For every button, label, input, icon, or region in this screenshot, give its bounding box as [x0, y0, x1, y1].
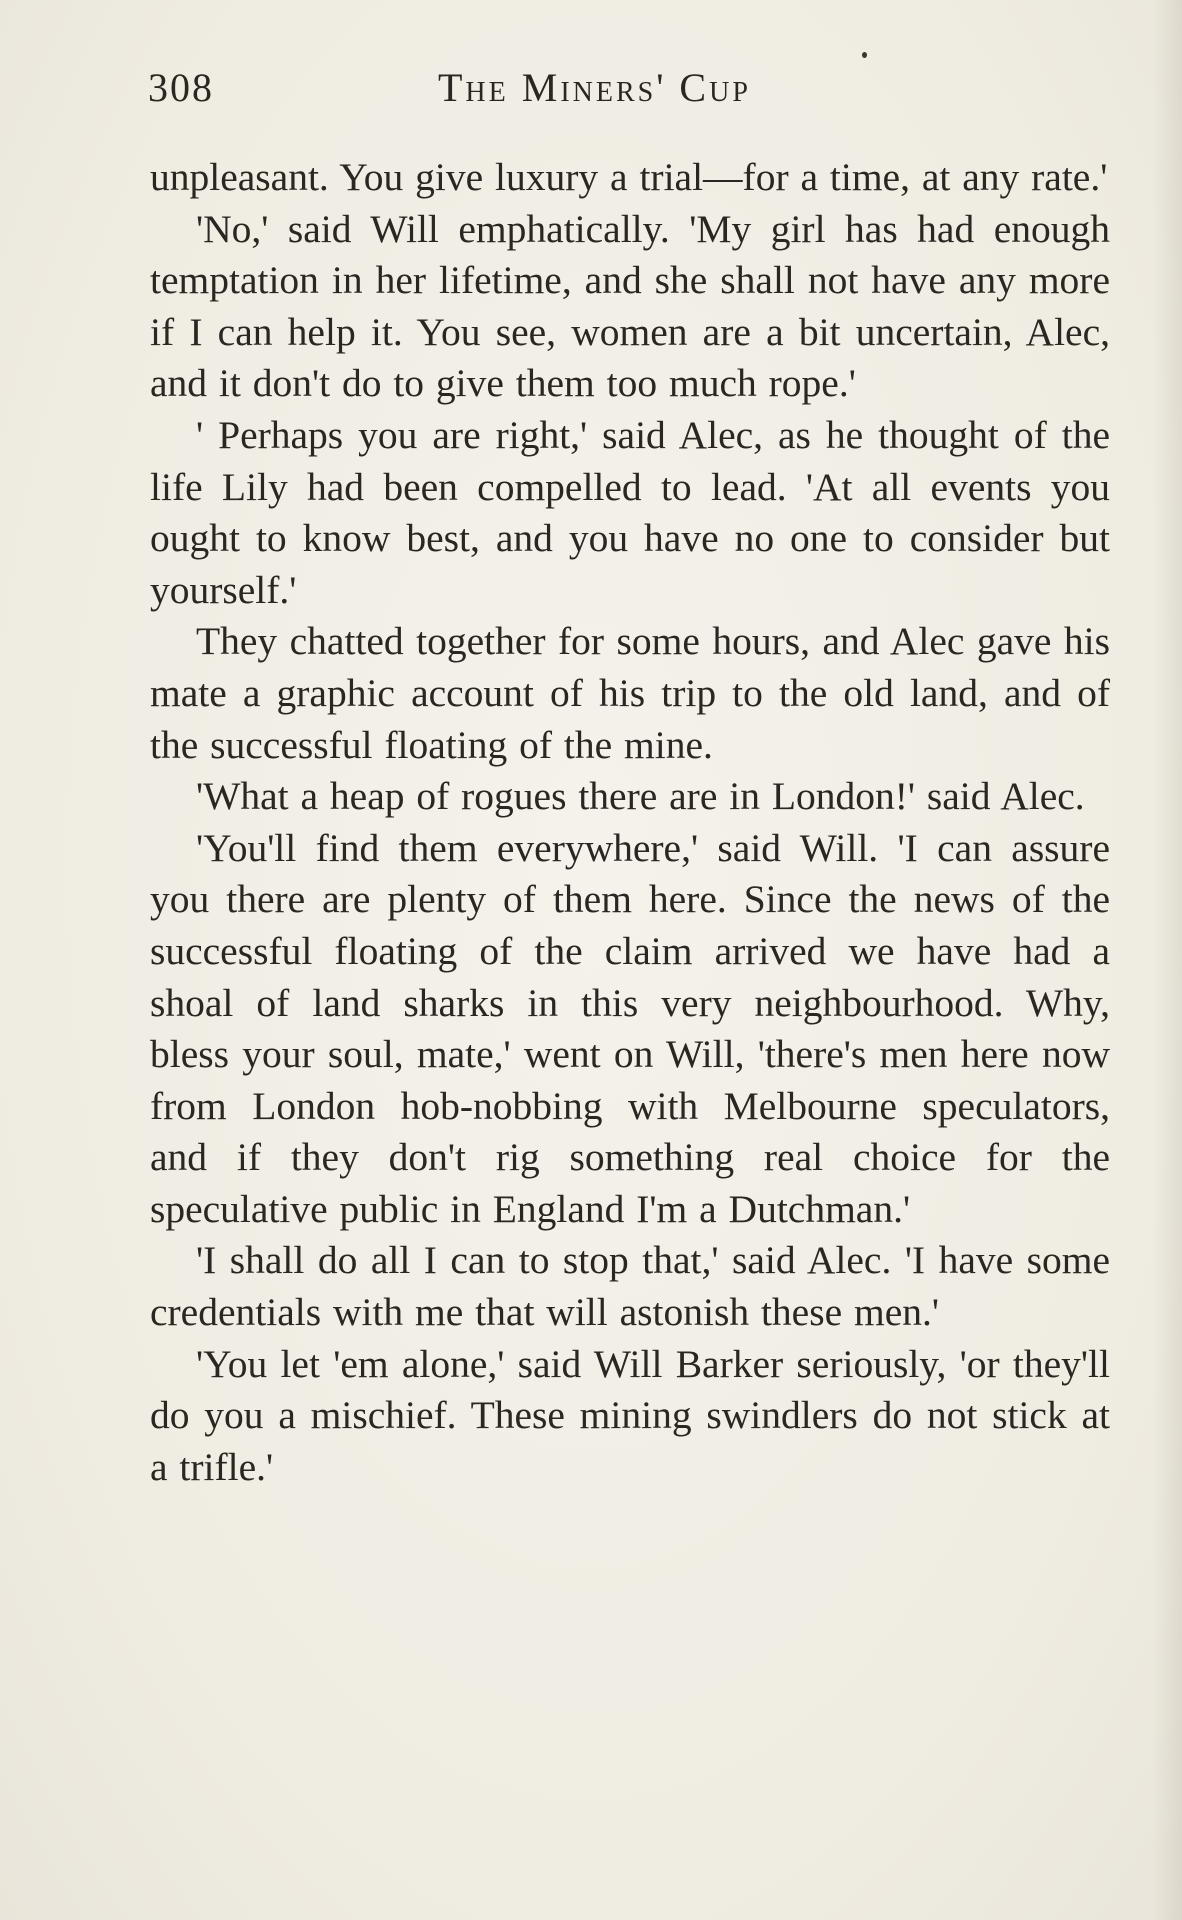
paragraph: 'No,' said Will emphatically. 'My girl has had enough temptation in her lifetime, and she shall not have any more if I can help it. You see, women are a bit uncertain, Alec, and it don't do to give them too much rope.'	[150, 206, 1110, 406]
paragraph: 'You let 'em alone,' said Will Barker seriously, 'or they'll do you a mischief. These mining swindlers do not stick at a trifle.'	[150, 1341, 1110, 1489]
paragraph: unpleasant. You give luxury a trial—for a time, at any rate.'	[150, 155, 1108, 199]
body-text	[150, 152, 1110, 1493]
paragraph: ' Perhaps you are right,' said Alec, as he thought of the life Lily had been compelled to lead. 'At all events you ought to know best, and you have no one to consider but yourself.'	[150, 412, 1110, 612]
paragraph: 'What a heap of rogues there are in London!' said Alec.	[196, 774, 1085, 819]
running-title: The Miners' Cup	[438, 65, 751, 110]
paragraph: 'You'll find them everywhere,' said Will. 'I can assure you there are plenty of them here. Since the news of the successful floating of the claim arrived we have had a shoal of land sharks in this very neighbourhood. Why, bless your soul, mate,' went on Will, 'there's men here now from London hob-nobbing with Melbourne speculators, and if they don't rig something real choice for the speculative public in England I'm a Dutchman.'	[150, 825, 1110, 1231]
page-edge-shadow	[1152, 0, 1182, 1920]
paragraph: 'I shall do all I can to stop that,' said Alec. 'I have some credentials with me that will astonish these men.'	[150, 1238, 1110, 1335]
running-head	[148, 64, 1110, 124]
page-number: 308	[148, 65, 214, 110]
paragraph: They chatted together for some hours, and Alec gave his mate a graphic account of his trip to the old land, and of the successful floating of the mine.	[150, 619, 1110, 767]
ink-speck	[862, 52, 867, 58]
